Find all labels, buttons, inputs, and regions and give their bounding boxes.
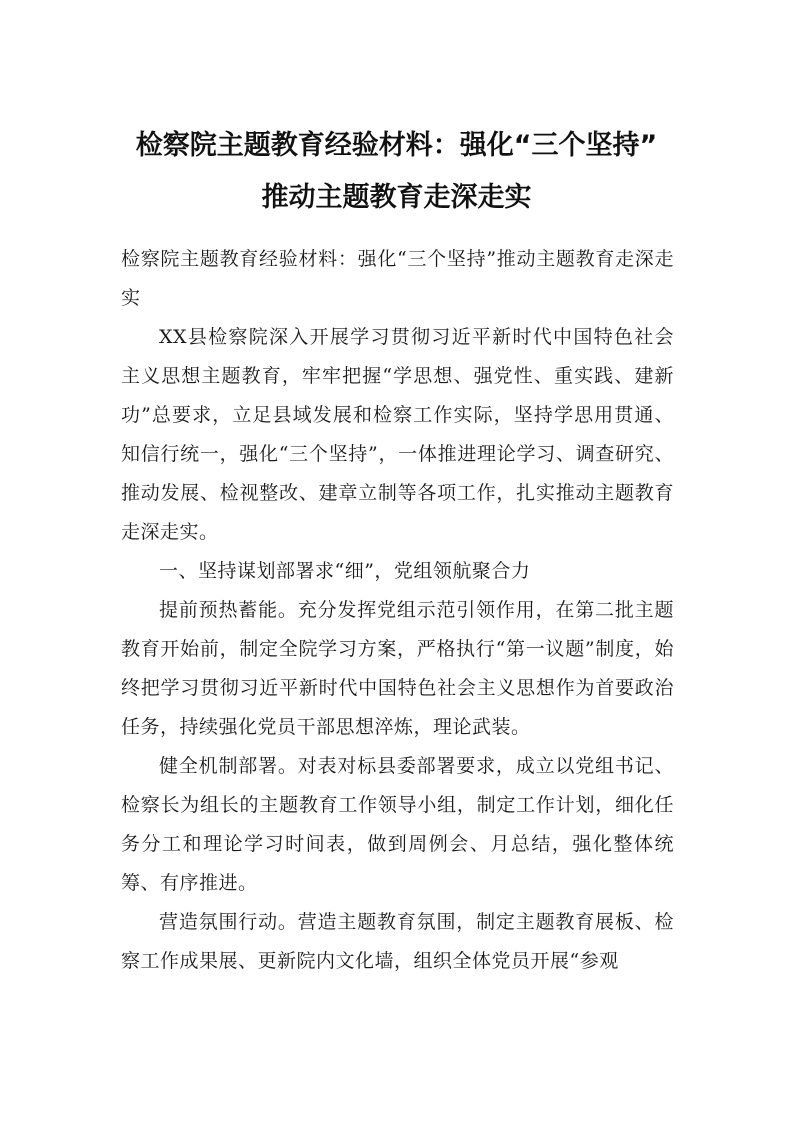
- intro-paragraph: XX县检察院深入开展学习贯彻习近平新时代中国特色社会主义思想主题教育，牢牢把握“学思想、强党性、重实践、建新功”总要求，立足县域发展和检察工作实际，坚持学思用贯通、知信行统一，强化“三个坚持”，一体推进理论学习、调查研究、推动发展、检视整改、建章立制等各项工作，扎实推动主题教育走深走实。: [121, 326, 674, 543]
- document-body: [121, 240, 674, 981]
- title-line-1: 检察院主题教育经验材料：强化“三个坚持”: [135, 130, 658, 161]
- title-line-2: 推动主题教育走深走实: [261, 182, 532, 213]
- body-paragraph: 健全机制部署。对表对标县委部署要求，成立以党组书记、检察长为组长的主题教育工作领导小组，制定工作计划，细化任务分工和理论学习时间表，做到周例会、月总结，强化整体统筹、有序推进。: [121, 755, 674, 894]
- section-heading: 一、坚持谋划部署求“细”，党组领航聚合力: [159, 560, 531, 582]
- body-paragraph: 营造氛围行动。营造主题教育氛围，制定主题教育展板、检察工作成果展、更新院内文化墙，组织全体党员开展“参观: [121, 911, 674, 972]
- body-paragraph: 提前预热蓄能。充分发挥党组示范引领作用，在第二批主题教育开始前，制定全院学习方案，严格执行“第一议题”制度，始终把学习贯彻习近平新时代中国特色社会主义思想作为首要政治任务，持续强化党员干部思想淬炼，理论武装。: [121, 599, 674, 738]
- subtitle-paragraph: 检察院主题教育经验材料：强化“三个坚持”推动主题教育走深走实: [121, 248, 674, 309]
- document-title: [100, 120, 693, 224]
